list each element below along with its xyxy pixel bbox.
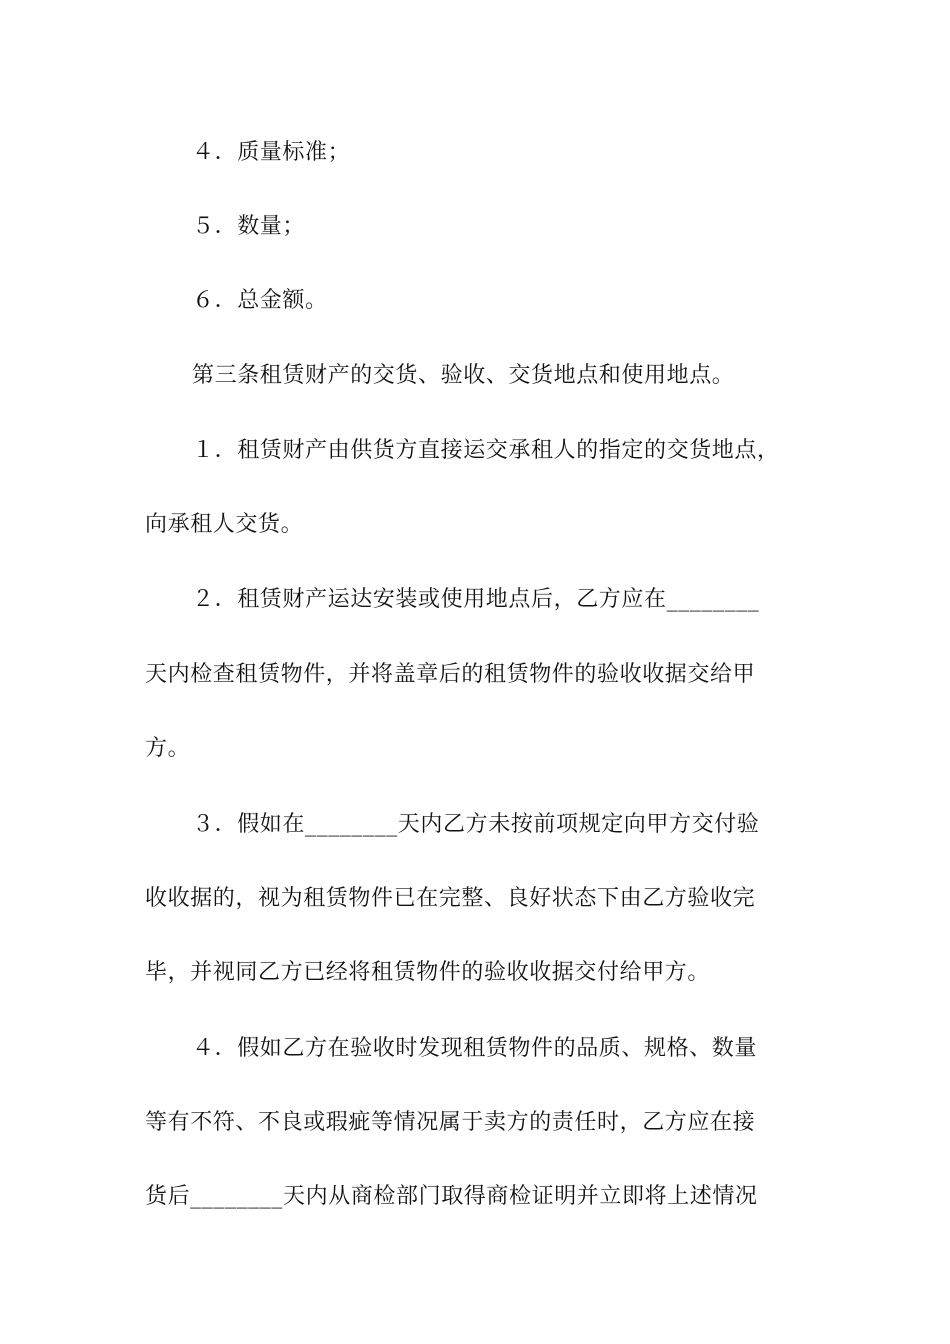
article-3-item-2-line-3: 方。 xyxy=(145,736,191,761)
article-3-item-1-line-2: 向承租人交货。 xyxy=(145,512,304,537)
article-3-item-1-line-1: １．租赁财产由供货方直接运交承租人的指定的交货地点， xyxy=(192,438,780,463)
article-3-heading: 第三条租赁财产的交货、验收、交货地点和使用地点。 xyxy=(192,363,735,388)
clause-item-5-quantity: ５．数量； xyxy=(192,214,306,239)
article-3-item-4-line-2: 等有不符、不良或瑕疵等情况属于卖方的责任时，乙方应在接 xyxy=(145,1110,756,1135)
clause-item-4-quality: ４．质量标准； xyxy=(192,140,351,165)
article-3-item-3-line-1: ３．假如在________天内乙方未按前项规定向甲方交付验 xyxy=(192,812,760,837)
clause-item-6-total: ６．总金额。 xyxy=(192,288,328,313)
article-3-item-2-line-1: ２．租赁财产运达安装或使用地点后，乙方应在________ xyxy=(192,587,760,612)
article-3-item-4-line-1: ４．假如乙方在验收时发现租赁物件的品质、规格、数量 xyxy=(192,1036,758,1061)
article-3-item-3-line-3: 毕，并视同乙方已经将租赁物件的验收收据交付给甲方。 xyxy=(145,960,711,985)
article-3-item-3-line-2: 收收据的，视为租赁物件已在完整、良好状态下由乙方验收完 xyxy=(145,886,756,911)
article-3-item-4-line-3: 货后________天内从商检部门取得商检证明并立即将上述情况 xyxy=(145,1184,758,1209)
article-3-item-2-line-2: 天内检查租赁物件，并将盖章后的租赁物件的验收收据交给甲 xyxy=(145,662,756,687)
